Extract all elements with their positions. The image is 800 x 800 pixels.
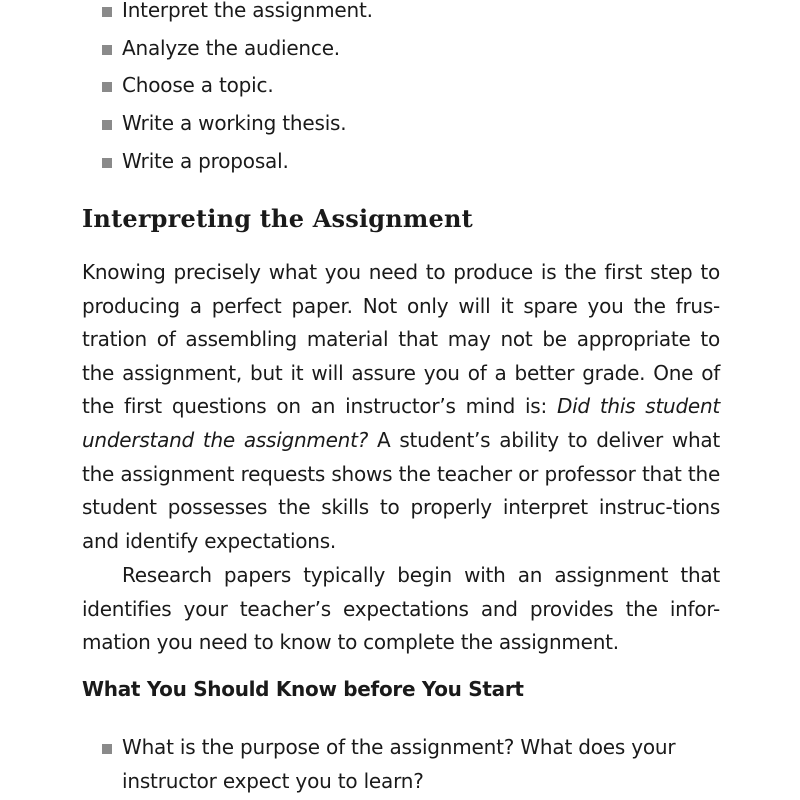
list-item (102, 73, 722, 98)
body-paragraph (82, 256, 720, 558)
square-bullet-icon (102, 120, 112, 130)
questions-bullet-list (102, 731, 722, 798)
square-bullet-icon (102, 744, 112, 754)
square-bullet-icon (102, 82, 112, 92)
list-item-text: Interpret the assignment. (122, 0, 373, 22)
list-item-text: Analyze the audience. (122, 35, 340, 60)
paragraph-text: A student’s ability to deliver what the assignment requests shows the teacher or professor that the student possesses the skills to properly interpret instruc-tions and identify expectations. (82, 427, 720, 553)
steps-bullet-list (102, 0, 722, 186)
list-item (102, 731, 722, 798)
square-bullet-icon (102, 45, 112, 55)
square-bullet-icon (102, 7, 112, 17)
list-item-text: What is the purpose of the assignment? What does your instructor expect you to learn? (122, 735, 676, 793)
list-item (102, 149, 722, 174)
list-item (102, 111, 722, 136)
list-item-text: Choose a topic. (122, 73, 274, 98)
list-item (102, 0, 722, 23)
paragraph-text: Knowing precisely what you need to produce is the first step to producing a perfect paper. Not only will it spare you the frus-tration of assembling material that may not be appropriate to the assignment, but it will assure you of a better grade. One of the first questions on an instructor’s mind is: (82, 260, 720, 419)
list-item (102, 36, 722, 61)
body-paragraph: Research papers typically begin with an assignment that identifies your teacher’s expectations and provides the infor-mation you need to know to complete the assignment. (82, 563, 720, 655)
subsection-heading: What You Should Know before You Start (82, 677, 524, 701)
section-heading: Interpreting the Assignment (82, 204, 473, 233)
square-bullet-icon (102, 158, 112, 168)
list-item-text: Write a working thesis. (122, 111, 347, 136)
italic-question: Did this student understand the assignment? (82, 394, 720, 452)
list-item-text: Write a proposal. (122, 148, 289, 173)
